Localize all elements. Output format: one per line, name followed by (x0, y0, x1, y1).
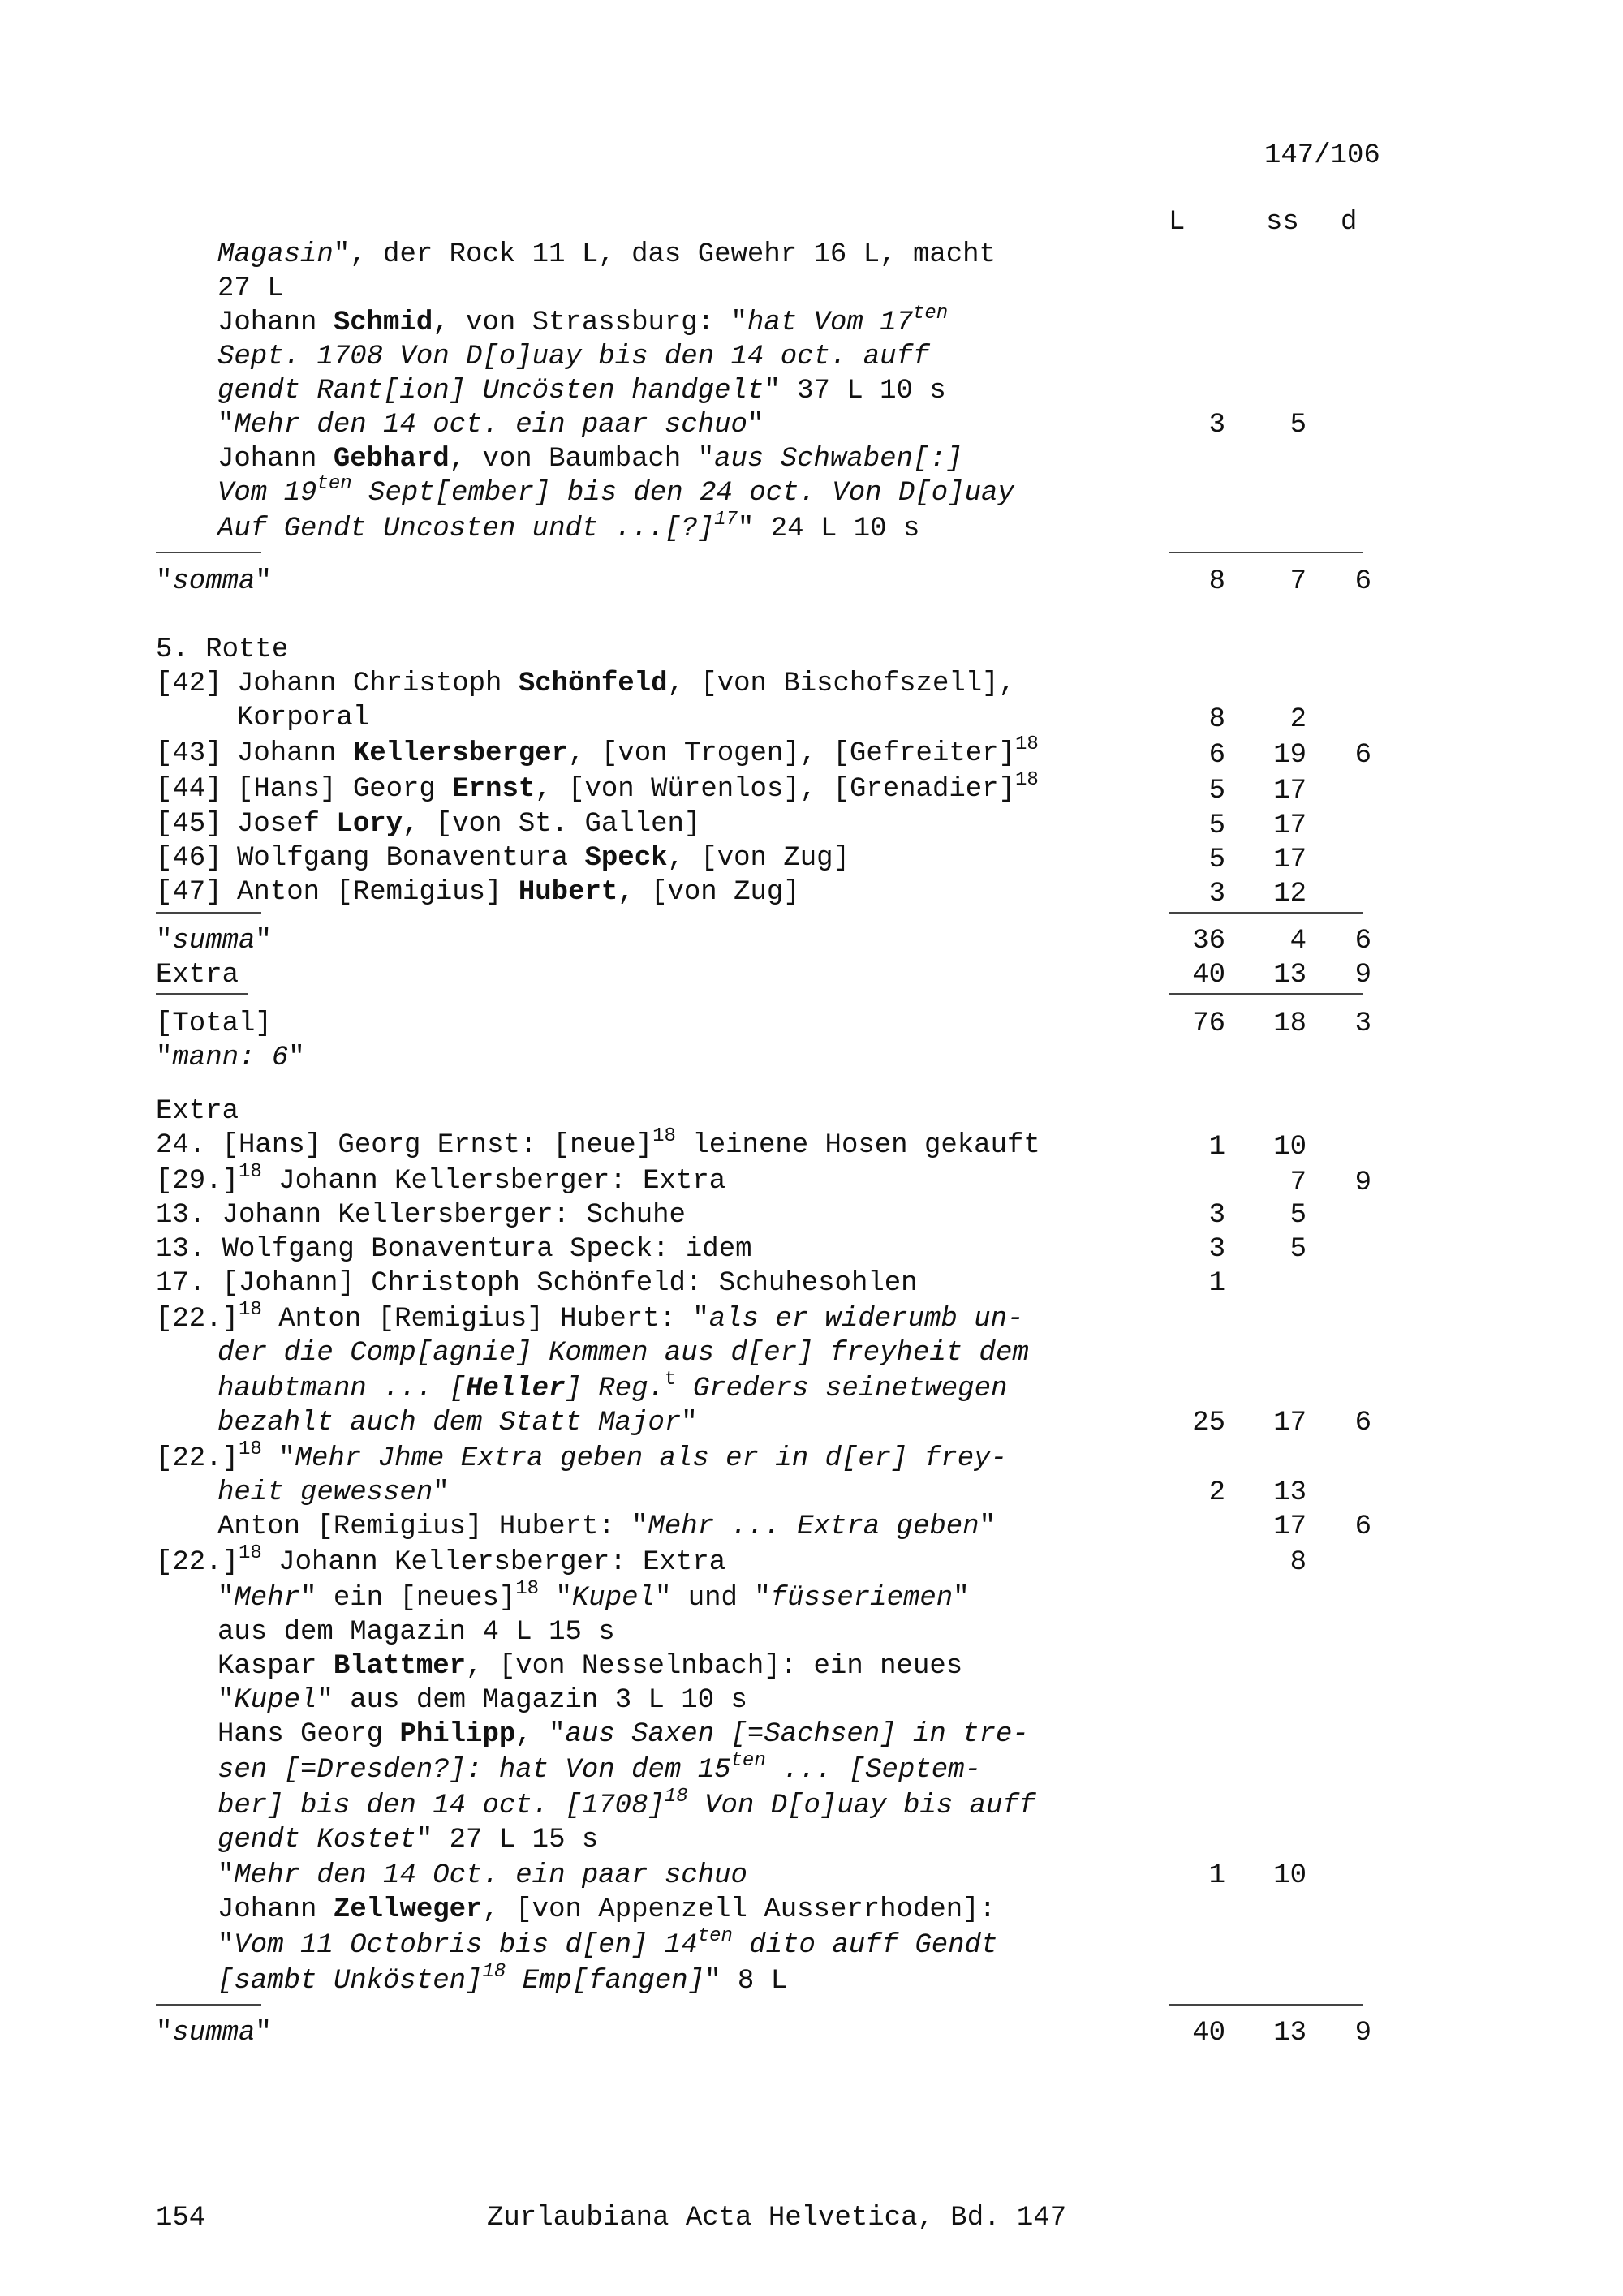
total-l: 76 (1192, 1008, 1225, 1039)
amount-l: 25 (1192, 1408, 1225, 1438)
extra-entry-cont: [sambt Unkösten]$^{18}$ Emp[fangen]" 8 L (217, 1961, 788, 1997)
amount-l: 5 (1208, 810, 1225, 841)
text-line: Johann Schmid, von Strassburg: "hat Vom $17^{ten}$ (217, 303, 949, 338)
text-line: "Mehr den 14 oct. ein paar schuo" (217, 410, 764, 441)
rule-left (156, 552, 261, 553)
amount-ss: 5 (1289, 410, 1307, 441)
amount-l: 5 (1208, 776, 1225, 806)
extra-entry-cont: "Vom 11 Octobris bis d[en] $14^{ten}$ dito auff Gendt (217, 1925, 998, 1961)
roster-row: [47] (156, 877, 222, 908)
roster-row: [46] (156, 843, 222, 874)
rule-right (1169, 912, 1363, 914)
column-header-l: L (1169, 207, 1186, 238)
amount-l: 6 (1208, 740, 1225, 771)
extra-entry-cont: ber] bis den 14 oct. $[1708]^{18}$ Von D[o]uay bis auff (217, 1786, 1036, 1821)
amount-d: 6 (1354, 1511, 1371, 1542)
extra-entry-cont: "Mehr" ein [neues]$^{18}$ "Kupel" und "füsseriemen" (217, 1578, 970, 1614)
summa-label: "summa" (156, 926, 272, 957)
extra-entry-cont: "Kupel" aus dem Magazin 3 L 10 s (217, 1685, 747, 1716)
total-ss: 18 (1273, 1008, 1307, 1039)
amount-ss: 10 (1273, 1860, 1307, 1891)
roster-row: [43] (156, 738, 222, 769)
text-line: Magasin", der Rock 11 L, das Gewehr 16 L, macht (217, 239, 996, 270)
extra-entry: 17. [Johann] Christoph Schönfeld: Schuhesohlen (156, 1268, 918, 1299)
amount-l: 2 (1208, 1477, 1225, 1508)
extra-entry-cont: Hans Georg Philipp, "aus Saxen [=Sachsen] in tre- (217, 1719, 1029, 1750)
summa-ss: 4 (1289, 926, 1307, 957)
extra-entry-cont: Anton [Remigius] Hubert: "Mehr ... Extra geben" (217, 1511, 996, 1542)
amount-l: 5 (1208, 845, 1225, 875)
rule-right (1169, 993, 1363, 995)
rule-right (1169, 552, 1363, 553)
extra-entry: 13. Wolfgang Bonaventura Speck: idem (156, 1234, 752, 1265)
text-line: Johann Gebhard, von Baumbach "aus Schwaben[:] (217, 444, 963, 475)
amount-l: 3 (1208, 1234, 1225, 1265)
extra-l: 40 (1192, 960, 1225, 991)
amount-ss: 17 (1273, 1511, 1307, 1542)
extra-entry: 13. Johann Kellersberger: Schuhe (156, 1200, 686, 1231)
column-header-ss: ss (1266, 207, 1299, 238)
total-label: [Total] (156, 1008, 272, 1039)
amount-l: 8 (1208, 704, 1225, 735)
text-line: Sept. 1708 Von D[o]uay bis den 14 oct. auff (217, 342, 930, 372)
extra-entry-cont: gendt Kostet" 27 L 15 s (217, 1825, 599, 1855)
amount-d: 9 (1354, 1167, 1371, 1198)
roster-row-text: Johann Christoph Schönfeld, [von Bischofszell], (237, 669, 1015, 699)
amount-l: 1 (1208, 1132, 1225, 1163)
amount-l: 1 (1208, 1860, 1225, 1891)
text-line: Vom $19^{ten}$ Sept[ember] bis den 24 oct. Von D[o]uay (217, 473, 1014, 509)
extra-entry-cont: heit gewessen" (217, 1477, 450, 1508)
rule-left (156, 2004, 261, 2006)
section-title: Extra (156, 1096, 239, 1127)
amount-ss: 13 (1273, 1477, 1307, 1508)
roster-row-text: [Hans] Georg Ernst, [von Würenlos], [Grenadier]$^{18}$ (237, 769, 1039, 805)
extra-entry: $[29.]^{18}$ Johann Kellersberger: Extra (156, 1161, 726, 1197)
extra-label: Extra (156, 960, 239, 991)
extra-ss: 13 (1273, 960, 1307, 991)
summa-d: 6 (1354, 926, 1371, 957)
amount-l: 3 (1208, 879, 1225, 909)
series-title: Zurlaubiana Acta Helvetica, Bd. 147 (487, 2203, 1067, 2234)
roster-row-text: Anton [Remigius] Hubert, [von Zug] (237, 877, 800, 908)
rule-right (1169, 2004, 1363, 2006)
extra-entry-cont: aus dem Magazin 4 L 15 s (217, 1617, 615, 1648)
extra-d: 9 (1354, 960, 1371, 991)
roster-row: [45] (156, 809, 222, 840)
amount-d: 6 (1354, 740, 1371, 771)
roster-row-text: Korporal (237, 703, 370, 733)
extra-entry-cont: sen [=Dresden?]: hat Von dem $15^{ten}$ ... [Septem- (217, 1750, 981, 1786)
summa-d: 9 (1354, 2018, 1371, 2049)
amount-ss: 12 (1273, 879, 1307, 909)
roster-row-text: Josef Lory, [von St. Gallen] (237, 809, 701, 840)
extra-entry: $[22.]^{18}$ Johann Kellersberger: Extra (156, 1542, 726, 1578)
summa-l: 8 (1208, 566, 1225, 597)
section-title: 5. Rotte (156, 634, 289, 665)
amount-ss: 17 (1273, 776, 1307, 806)
summa-ss: 7 (1289, 566, 1307, 597)
extra-entry: $[22.]^{18}$ "Mehr Jhme Extra geben als er in d[er] frey- (156, 1438, 1007, 1474)
text-line: gendt Rant[ion] Uncösten handgelt" 37 L 10 s (217, 376, 946, 406)
summa-d: 6 (1354, 566, 1371, 597)
roster-row-text: Wolfgang Bonaventura Speck, [von Zug] (237, 843, 850, 874)
extra-entry-cont: Kaspar Blattmer, [von Nesselnbach]: ein neues (217, 1651, 963, 1682)
roster-row-text: Johann Kellersberger, [von Trogen], [Gefreiter]$^{18}$ (237, 733, 1039, 769)
amount-ss: 7 (1289, 1167, 1307, 1198)
amount-ss: 19 (1273, 740, 1307, 771)
text-line: Auf Gendt Uncosten undt ...[?]$^{17}$" 24 L 10 s (217, 509, 920, 544)
mann-count: "mann: 6" (156, 1043, 305, 1073)
amount-ss: 5 (1289, 1200, 1307, 1231)
summa-label: "summa" (156, 2018, 272, 2049)
summa-l: 36 (1192, 926, 1225, 957)
amount-l: 3 (1208, 1200, 1225, 1231)
extra-entry-cont: der die Comp[agnie] Kommen aus d[er] freyheit dem (217, 1338, 1029, 1369)
amount-ss: 17 (1273, 1408, 1307, 1438)
extra-entry-cont: Johann Zellweger, [von Appenzell Ausserrhoden]: (217, 1894, 996, 1925)
text-line: 27 L (217, 273, 284, 304)
amount-d: 6 (1354, 1408, 1371, 1438)
amount-ss: 17 (1273, 810, 1307, 841)
amount-l: 3 (1208, 410, 1225, 441)
summa-l: 40 (1192, 2018, 1225, 2049)
amount-l: 1 (1208, 1268, 1225, 1299)
page-number: 154 (156, 2203, 206, 2234)
amount-ss: 5 (1289, 1234, 1307, 1265)
total-d: 3 (1354, 1008, 1371, 1039)
page-reference: 147/106 (1264, 140, 1380, 171)
extra-entry-cont: "Mehr den 14 Oct. ein paar schuo (217, 1860, 747, 1891)
summa-label: "somma" (156, 566, 272, 597)
amount-ss: 10 (1273, 1132, 1307, 1163)
amount-ss: 17 (1273, 845, 1307, 875)
summa-ss: 13 (1273, 2018, 1307, 2049)
extra-entry-cont: bezahlt auch dem Statt Major" (217, 1408, 698, 1438)
extra-entry-cont: haubtmann ... [Heller] Reg.$^t$ Greders seinetwegen (217, 1369, 1008, 1404)
roster-row: [42] (156, 669, 222, 699)
roster-row: [44] (156, 774, 222, 805)
extra-entry: $[22.]^{18}$ Anton [Remigius] Hubert: "als er widerumb un- (156, 1299, 1024, 1335)
extra-entry: 24. [Hans] Georg Ernst: [neue]$^{18}$ leinene Hosen gekauft (156, 1125, 1040, 1161)
rule-left (156, 912, 261, 914)
rule-left (156, 993, 248, 995)
amount-ss: 8 (1289, 1547, 1307, 1578)
column-header-d: d (1341, 207, 1358, 238)
amount-ss: 2 (1289, 704, 1307, 735)
